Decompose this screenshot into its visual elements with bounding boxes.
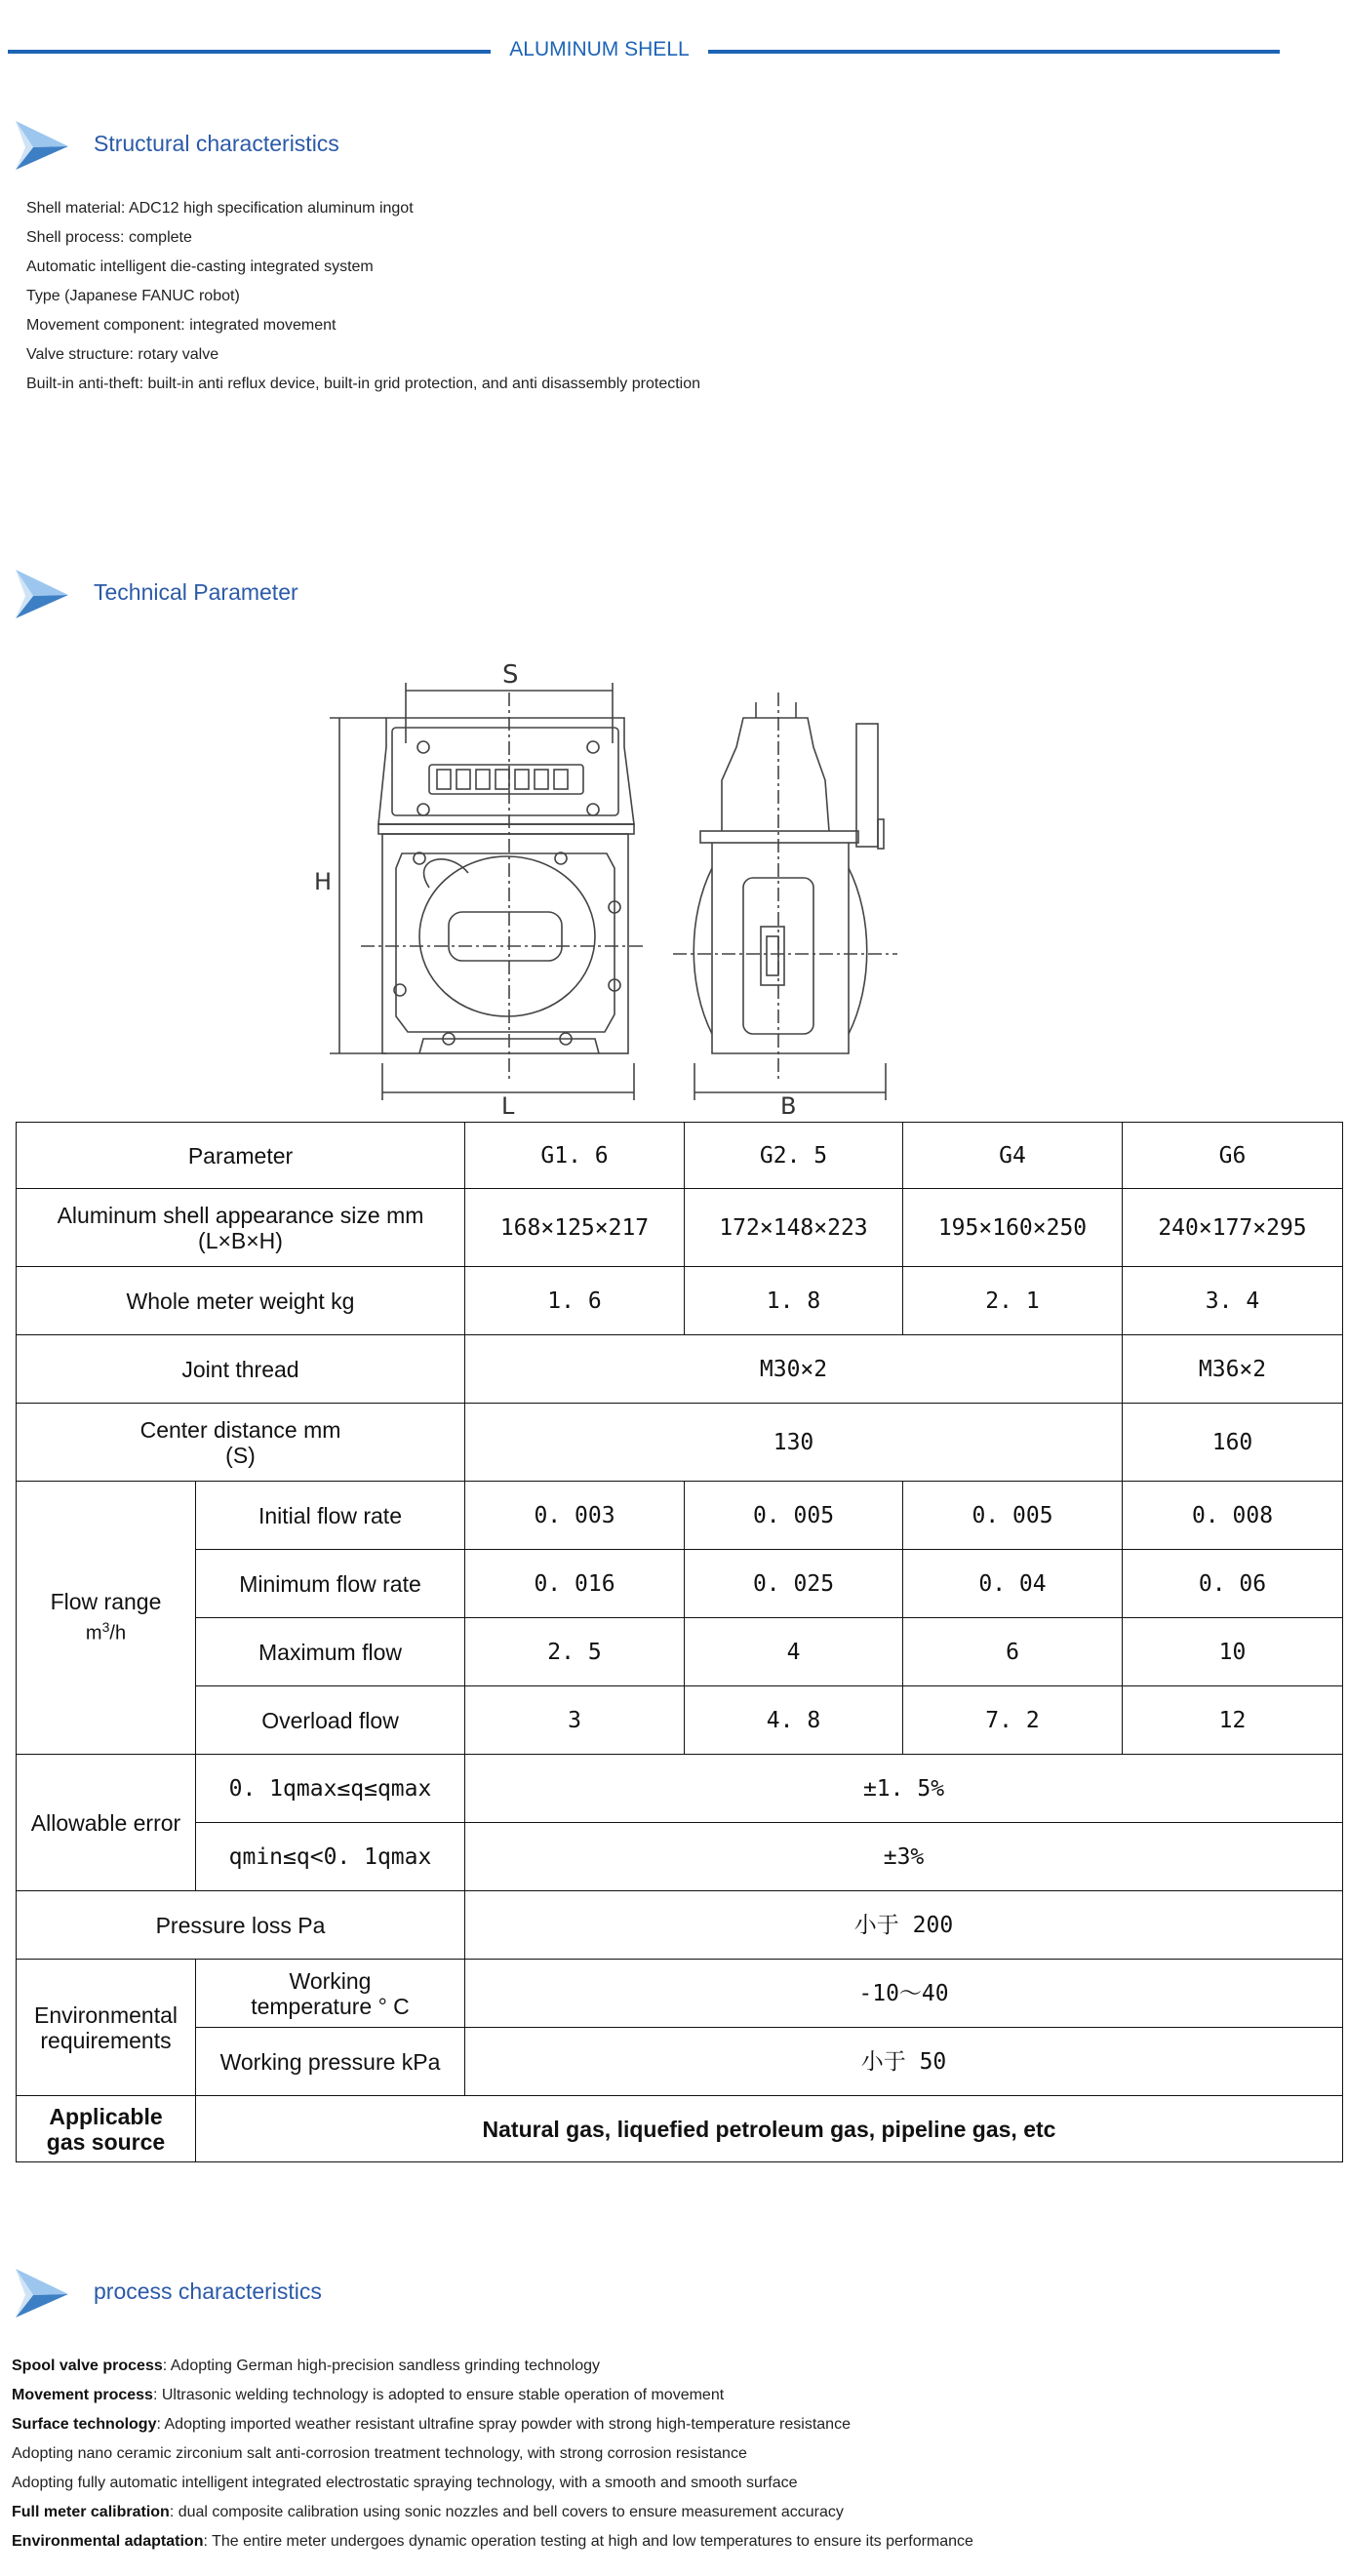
error-group-label: Allowable error [17, 1755, 196, 1891]
structural-line: Valve structure: rotary valve [26, 346, 219, 363]
diagram-label-l: L [501, 1092, 515, 1120]
size-g25: 172×148×223 [685, 1189, 903, 1267]
maximum-g25: 4 [685, 1618, 903, 1686]
gas-label-line2: gas source [46, 2128, 166, 2155]
structural-line: Type (Japanese FANUC robot) [26, 288, 240, 304]
structural-line: Movement component: integrated movement [26, 317, 337, 334]
banner-title: ALUMINUM SHELL [509, 38, 690, 60]
gas-meter-drawing [314, 654, 907, 1120]
table-row [17, 1755, 1343, 1823]
environment-label-line2: requirements [40, 2027, 172, 2053]
header-g25: G2. 5 [685, 1123, 903, 1189]
structural-line: Automatic intelligent die-casting integrated system [26, 258, 374, 275]
structural-line: Built-in anti-theft: built-in anti reflux device, built-in grid protection, and anti disassembly protection [26, 376, 701, 392]
flow-unit [20, 1614, 191, 1646]
process-line-text: Adopting fully automatic intelligent integrated electrostatic spraying technology, with a smooth and smooth surface [12, 2475, 798, 2491]
process-line-text: : Adopting German high-precision sandless grinding technology [162, 2358, 601, 2374]
minimum-g16: 0. 016 [465, 1550, 685, 1618]
table-row [17, 1891, 1343, 1960]
gas-source-label [17, 2096, 196, 2162]
size-label-line1: Aluminum shell appearance size mm [57, 1202, 424, 1228]
process-line [12, 2415, 973, 2444]
weight-g4: 2. 1 [903, 1267, 1123, 1335]
technical-heading: Technical Parameter [94, 579, 298, 605]
process-list [12, 2357, 973, 2561]
structural-list [26, 199, 700, 404]
header-g6: G6 [1123, 1123, 1343, 1189]
initial-g6: 0. 008 [1123, 1482, 1343, 1550]
initial-g25: 0. 005 [685, 1482, 903, 1550]
initial-g4: 0. 005 [903, 1482, 1123, 1550]
gas-label-line1: Applicable [49, 2103, 163, 2129]
overload-g6: 12 [1123, 1686, 1343, 1755]
table-row [17, 1960, 1343, 2028]
table-row [17, 1550, 1343, 1618]
environment-group-label [17, 1960, 196, 2096]
process-line-bold: Movement process [12, 2387, 153, 2403]
table-row [17, 2096, 1343, 2162]
banner-divider-right [708, 50, 1280, 54]
weight-g6: 3. 4 [1123, 1267, 1343, 1335]
maximum-flow-label: Maximum flow [196, 1618, 465, 1686]
size-label [17, 1189, 465, 1267]
arrow-chevron-icon [12, 115, 70, 174]
size-g4: 195×160×250 [903, 1189, 1123, 1267]
flow-unit-m: m [85, 1622, 102, 1645]
center-label-line2: (S) [225, 1442, 256, 1468]
table-row [17, 1335, 1343, 1404]
temperature-label-line1: Working [289, 1967, 372, 1994]
process-line-bold: Surface technology [12, 2416, 157, 2433]
table-row [17, 1189, 1343, 1267]
header-g16: G1. 6 [465, 1123, 685, 1189]
overload-g16: 3 [465, 1686, 685, 1755]
flow-label: Flow range [50, 1589, 162, 1615]
minimum-g4: 0. 04 [903, 1550, 1123, 1618]
pressure-loss-label: Pressure loss Pa [17, 1891, 465, 1960]
header-g4: G4 [903, 1123, 1123, 1189]
process-line-bold: Spool valve process [12, 2358, 163, 2374]
minimum-flow-label: Minimum flow rate [196, 1550, 465, 1618]
weight-g25: 1. 8 [685, 1267, 903, 1335]
error-row1-label: 0. 1qmax≤q≤qmax [196, 1755, 465, 1823]
thread-g16-g4: M30×2 [465, 1335, 1123, 1404]
initial-g16: 0. 003 [465, 1482, 685, 1550]
size-g16: 168×125×217 [465, 1189, 685, 1267]
center-g16-g4: 130 [465, 1404, 1123, 1482]
process-line [12, 2386, 973, 2415]
header-parameter: Parameter [17, 1123, 465, 1189]
process-line-text: : dual composite calibration using sonic nozzles and bell covers to ensure measurement accuracy [169, 2504, 844, 2520]
maximum-g16: 2. 5 [465, 1618, 685, 1686]
overload-g4: 7. 2 [903, 1686, 1123, 1755]
minimum-g25: 0. 025 [685, 1550, 903, 1618]
minimum-g6: 0. 06 [1123, 1550, 1343, 1618]
process-line-bold: Environmental adaptation [12, 2533, 204, 2550]
process-line-text: Adopting nano ceramic zirconium salt anti-corrosion treatment technology, with strong corrosion resistance [12, 2445, 747, 2462]
banner-divider-left [8, 50, 491, 54]
gas-source-value: Natural gas, liquefied petroleum gas, pipeline gas, etc [196, 2096, 1343, 2162]
temperature-label [196, 1960, 465, 2028]
working-pressure-label: Working pressure kPa [196, 2028, 465, 2096]
spec-table [16, 1122, 1343, 2162]
diagram-label-s: S [502, 660, 519, 690]
overload-g25: 4. 8 [685, 1686, 903, 1755]
environment-label-line1: Environmental [33, 2001, 178, 2028]
process-line [12, 2532, 973, 2561]
error-row1-value: ±1. 5% [465, 1755, 1343, 1823]
thread-label: Joint thread [17, 1335, 465, 1404]
maximum-g4: 6 [903, 1618, 1123, 1686]
process-line-text: : The entire meter undergoes dynamic operation testing at high and low temperatures to ensure its performance [203, 2533, 973, 2550]
table-row [17, 1482, 1343, 1550]
process-line [12, 2444, 973, 2474]
center-g6: 160 [1123, 1404, 1343, 1482]
process-heading: process characteristics [94, 2279, 322, 2304]
structural-heading: Structural characteristics [94, 131, 339, 156]
overload-flow-label: Overload flow [196, 1686, 465, 1755]
table-row [17, 1823, 1343, 1891]
initial-flow-label: Initial flow rate [196, 1482, 465, 1550]
process-line [12, 2474, 973, 2503]
working-pressure-value: 小于 50 [465, 2028, 1343, 2096]
table-row [17, 1404, 1343, 1482]
pressure-loss-value: 小于 200 [465, 1891, 1343, 1960]
table-row [17, 1618, 1343, 1686]
thread-g6: M36×2 [1123, 1335, 1343, 1404]
center-label [17, 1404, 465, 1482]
process-line [12, 2503, 973, 2532]
structural-line: Shell material: ADC12 high specification aluminum ingot [26, 200, 414, 217]
structural-line: Shell process: complete [26, 229, 192, 246]
maximum-g6: 10 [1123, 1618, 1343, 1686]
size-label-line2: (L×B×H) [198, 1227, 283, 1253]
table-row [17, 1123, 1343, 1189]
temperature-label-line2: temperature ° C [251, 1993, 410, 2019]
table-row [17, 2028, 1343, 2096]
process-line [12, 2357, 973, 2386]
diagram-label-b: B [780, 1092, 797, 1120]
error-row2-value: ±3% [465, 1823, 1343, 1891]
temperature-value: -10～40 [465, 1960, 1343, 2028]
flow-unit-sup: 3 [101, 1619, 110, 1636]
arrow-chevron-icon [12, 564, 70, 622]
weight-label: Whole meter weight kg [17, 1267, 465, 1335]
process-line-bold: Full meter calibration [12, 2504, 170, 2520]
flow-unit-h: /h [109, 1622, 127, 1645]
diagram-label-h: H [314, 868, 333, 895]
weight-g16: 1. 6 [465, 1267, 685, 1335]
process-line-text: : Ultrasonic welding technology is adopted to ensure stable operation of movement [152, 2387, 725, 2403]
table-row [17, 1267, 1343, 1335]
size-g6: 240×177×295 [1123, 1189, 1343, 1267]
center-label-line1: Center distance mm [139, 1416, 341, 1443]
table-row [17, 1686, 1343, 1755]
arrow-chevron-icon [12, 2263, 70, 2321]
flow-group-label [17, 1482, 196, 1755]
error-row2-label: qmin≤q<0. 1qmax [196, 1823, 465, 1891]
process-line-text: : Adopting imported weather resistant ultrafine spray powder with strong high-temperature resistance [156, 2416, 851, 2433]
